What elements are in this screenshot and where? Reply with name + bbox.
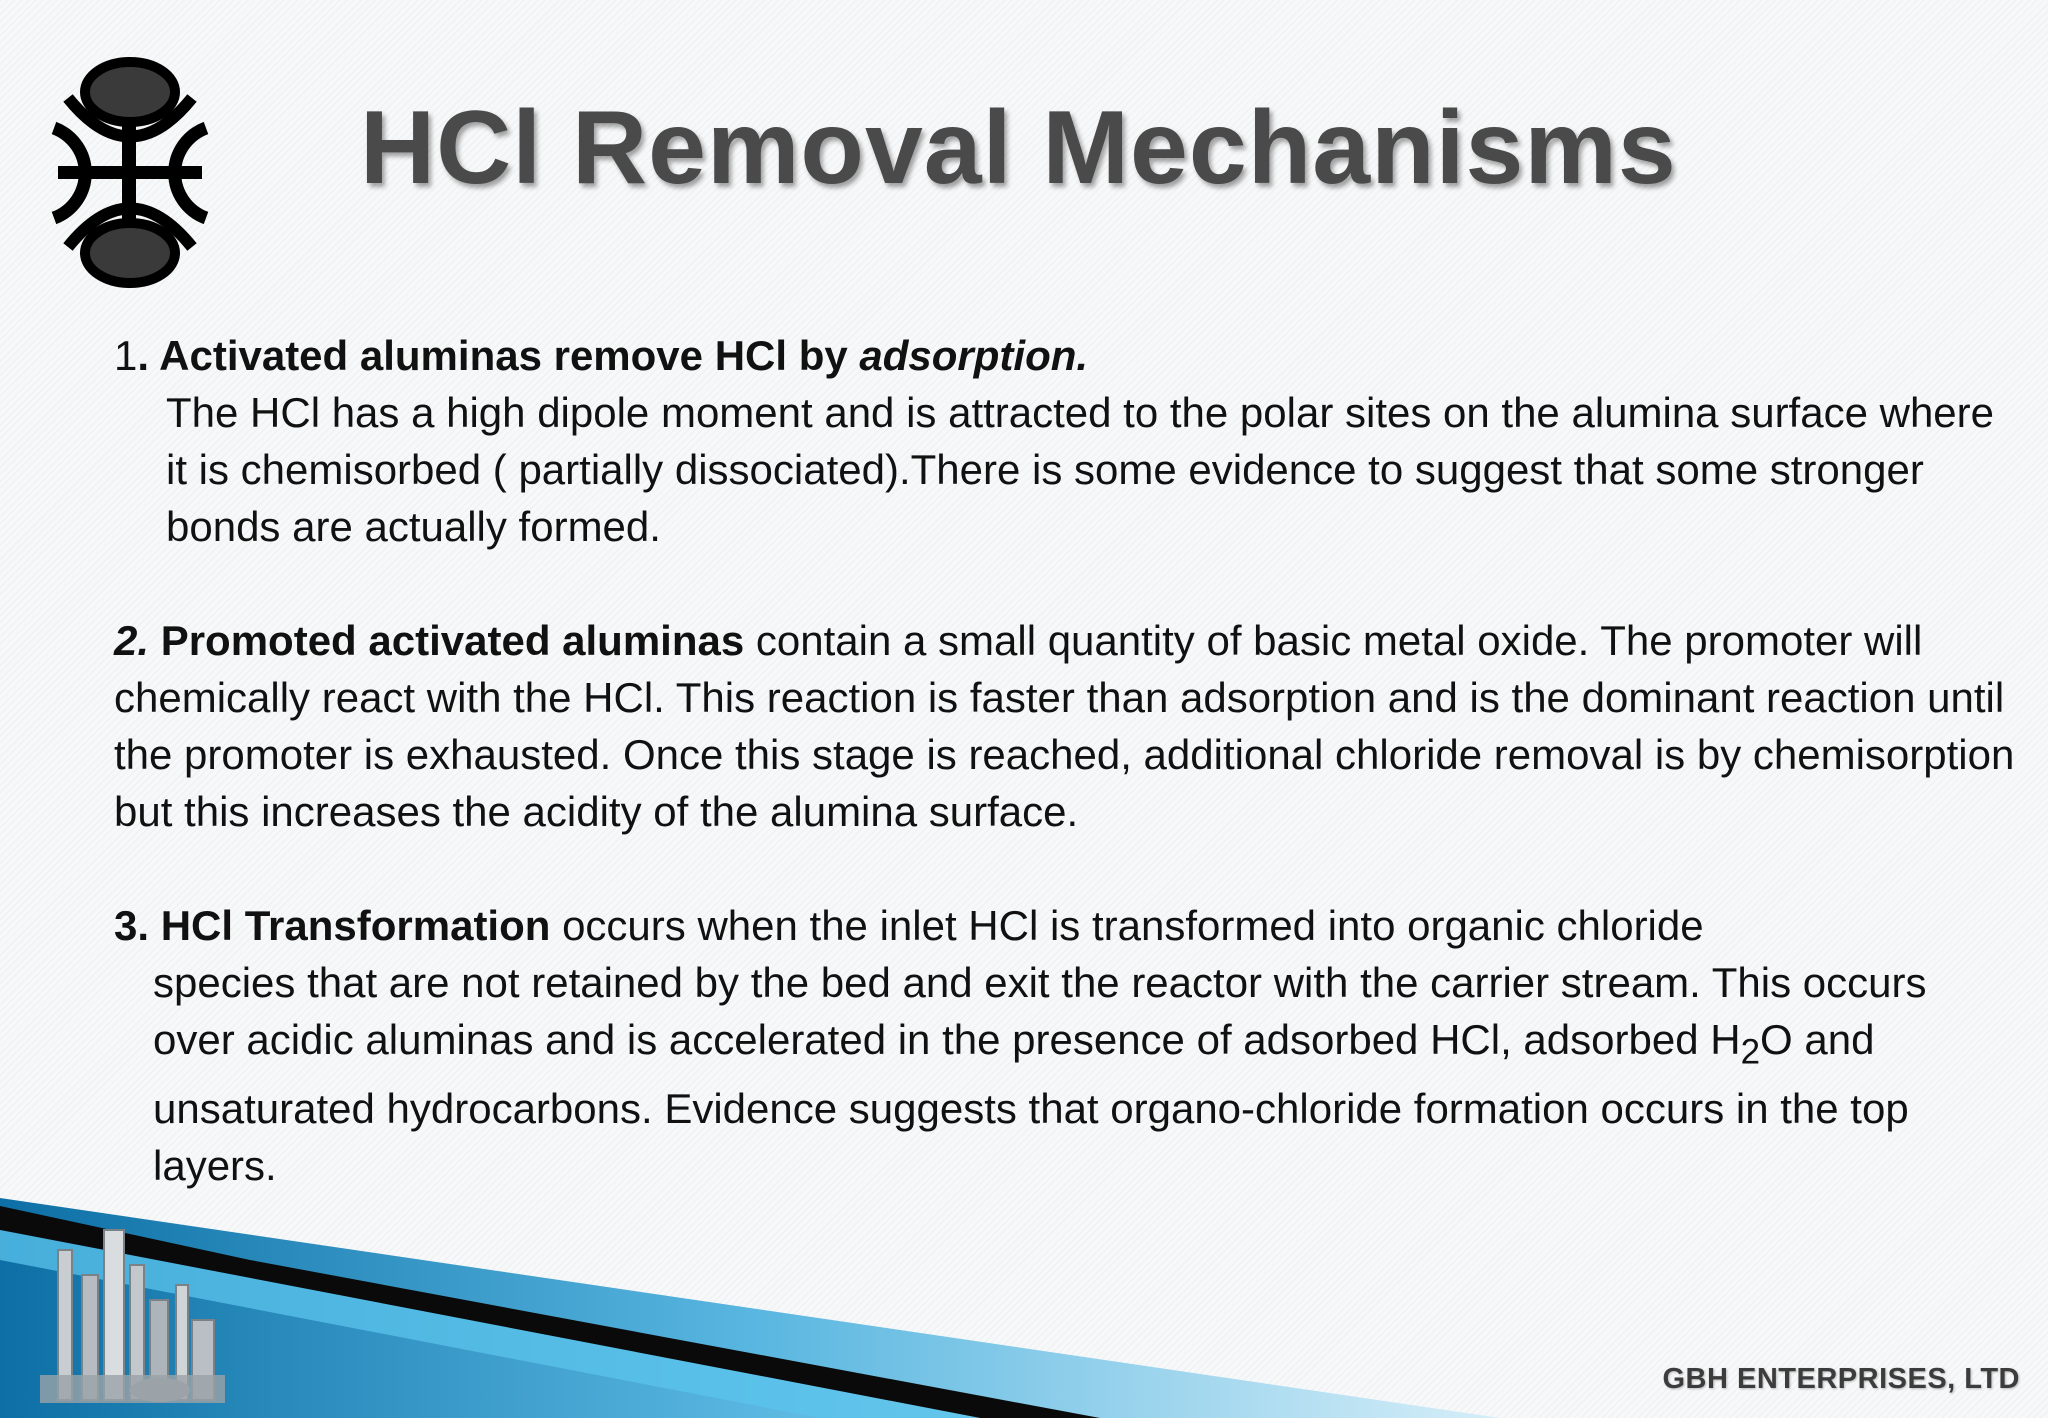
section-1: [114, 327, 2019, 555]
section-2-lead: Promoted activated aluminas: [149, 617, 745, 664]
section-1-lead-end: .: [1076, 332, 1089, 379]
slide-title: HCl Removal Mechanisms: [360, 90, 1677, 206]
section-3-text-pre-sub: species that are not retained by the bed and exit the reactor with the carrier stream. This occurs over acidic aluminas and is accelerated in the presence of adsorbed HCl, adsorbed H: [153, 959, 1927, 1063]
slide-body: [114, 327, 2019, 1194]
section-2: [114, 612, 2019, 840]
section-1-number: 1: [114, 332, 138, 379]
section-3-text-first: occurs when the inlet HCl is transformed into organic chloride: [550, 902, 1704, 949]
section-3-subscript: 2: [1740, 1032, 1761, 1072]
section-1-lead: . Activated aluminas remove HCl by: [137, 332, 860, 379]
section-3-text: [153, 954, 2019, 1194]
section-1-text: The HCl has a high dipole moment and is attracted to the polar sites on the alumina surface where it is chemisorbed ( partially dissociated).There is some evidence to suggest that some stronger bonds are actually formed.: [166, 389, 1995, 550]
section-3: [114, 897, 2019, 1194]
section-1-heading: [114, 327, 2019, 384]
section-2-text: contain a small quantity of basic metal oxide. The promoter will chemically react with the HCl. This reaction is faster than adsorption and is the dominant reaction until the promoter is exhausted. Once this stage is reached, additional chloride removal is by chemisorption but this increases the acidity of the alumina surface.: [114, 617, 2015, 835]
section-3-lead: 3. HCl Transformation: [114, 902, 551, 949]
section-3-text-post-sub: O and unsaturated hydrocarbons. Evidence suggests that organo-chloride formation occurs in the top layers.: [153, 1016, 1909, 1190]
gbh-logo-icon: [40, 40, 220, 305]
section-1-lead-italic: adsorption: [859, 332, 1077, 379]
company-name: GBH ENTERPRISES, LTD: [1662, 1363, 2020, 1395]
section-2-number: 2.: [114, 617, 150, 664]
section-3-first-line: [114, 897, 2019, 954]
